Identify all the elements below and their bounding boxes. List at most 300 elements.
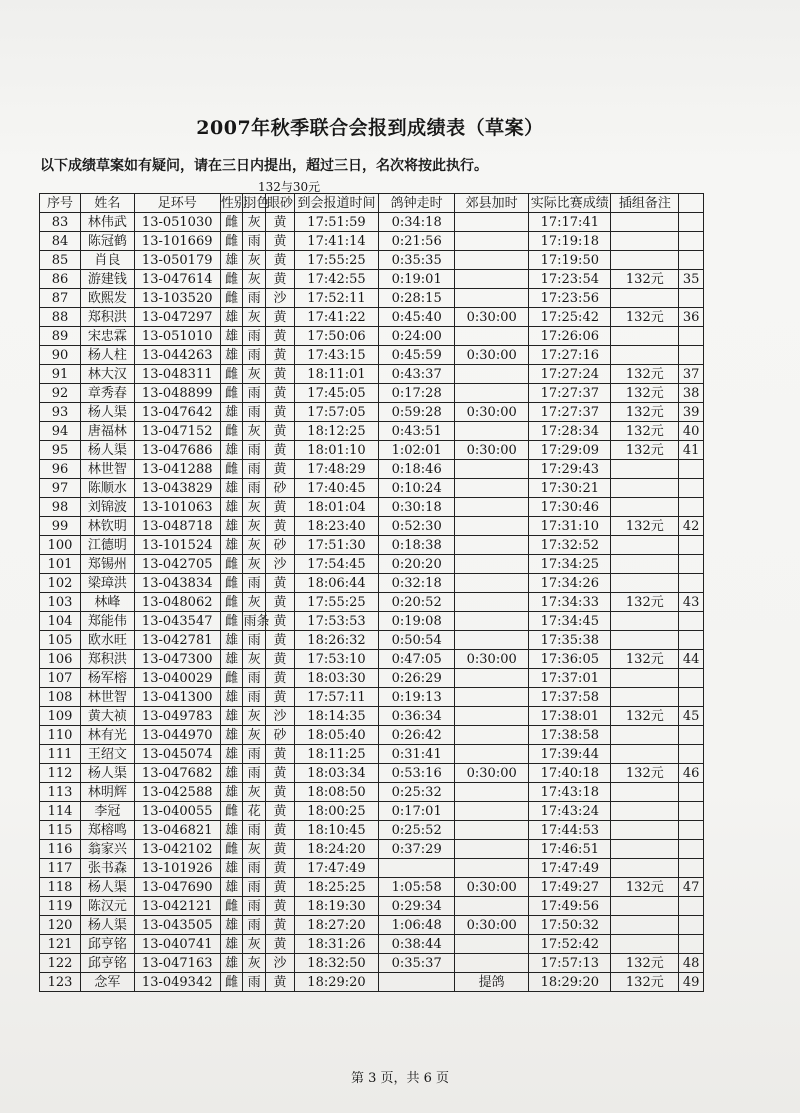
cell-ring: 13-103520 xyxy=(134,289,220,308)
cell-sex: 雄 xyxy=(220,935,243,954)
cell-seq: 97 xyxy=(40,479,81,498)
cell-group xyxy=(611,251,679,270)
cell-clock: 0:26:29 xyxy=(379,669,455,688)
cell-arrival: 18:24:20 xyxy=(294,840,378,859)
cell-rank xyxy=(679,289,704,308)
cell-feather: 灰 xyxy=(243,251,266,270)
cell-arrival: 17:55:25 xyxy=(294,593,378,612)
cell-result: 17:49:56 xyxy=(529,897,611,916)
cell-seq: 99 xyxy=(40,517,81,536)
cell-ring: 13-040029 xyxy=(134,669,220,688)
cell-eye: 黄 xyxy=(266,973,295,992)
cell-ring: 13-040741 xyxy=(134,935,220,954)
cell-feather: 雨 xyxy=(243,403,266,422)
cell-seq: 90 xyxy=(40,346,81,365)
table-row xyxy=(40,346,704,365)
cell-group xyxy=(611,555,679,574)
cell-addtime: 0:30:00 xyxy=(455,650,529,669)
cell-clock: 0:43:51 xyxy=(379,422,455,441)
cell-addtime xyxy=(455,783,529,802)
cell-ring: 13-044263 xyxy=(134,346,220,365)
table-row xyxy=(40,232,704,251)
cell-group: 132元 xyxy=(611,365,679,384)
cell-group: 132元 xyxy=(611,764,679,783)
cell-rank xyxy=(679,213,704,232)
cell-clock: 0:38:44 xyxy=(379,935,455,954)
table-row xyxy=(40,973,704,992)
cell-eye: 黄 xyxy=(266,745,295,764)
cell-seq: 103 xyxy=(40,593,81,612)
cell-sex: 雄 xyxy=(220,916,243,935)
cell-sex: 雄 xyxy=(220,764,243,783)
cell-name: 陈顺水 xyxy=(81,479,134,498)
cell-name: 林明辉 xyxy=(81,783,134,802)
cell-clock: 0:47:05 xyxy=(379,650,455,669)
cell-name: 郑能伟 xyxy=(81,612,134,631)
cell-ring: 13-041300 xyxy=(134,688,220,707)
cell-sex: 雄 xyxy=(220,346,243,365)
cell-result: 17:43:18 xyxy=(529,783,611,802)
cell-arrival: 18:19:30 xyxy=(294,897,378,916)
table-row xyxy=(40,745,704,764)
cell-feather: 雨条 xyxy=(243,613,270,629)
cell-sex: 雄 xyxy=(220,251,243,270)
cell-addtime xyxy=(455,555,529,574)
cell-clock: 0:36:34 xyxy=(379,707,455,726)
cell-seq: 119 xyxy=(40,897,81,916)
cell-name: 唐福林 xyxy=(81,422,134,441)
cell-seq: 116 xyxy=(40,840,81,859)
cell-group xyxy=(611,688,679,707)
cell-arrival: 18:29:20 xyxy=(294,973,378,992)
document-title: 2007年秋季联合会报到成绩表（草案） xyxy=(196,117,544,139)
cell-ring: 13-047152 xyxy=(134,422,220,441)
cell-feather: 灰 xyxy=(243,270,266,289)
cell-feather: 灰 xyxy=(243,707,266,726)
cell-arrival: 17:50:06 xyxy=(294,327,378,346)
cell-clock: 0:19:08 xyxy=(379,612,455,631)
cell-name: 宋忠霖 xyxy=(81,327,134,346)
cell-group xyxy=(611,289,679,308)
cell-sex: 雄 xyxy=(220,327,243,346)
cell-rank xyxy=(679,536,704,555)
cell-arrival: 18:12:25 xyxy=(294,422,378,441)
table-row xyxy=(40,479,704,498)
cell-feather: 雨 xyxy=(243,327,266,346)
cell-addtime xyxy=(455,498,529,517)
cell-feather: 灰 xyxy=(243,650,266,669)
cell-eye: 黄 xyxy=(266,574,295,593)
cell-sex: 雌 xyxy=(220,669,243,688)
col-header-sex: 性别 xyxy=(220,195,247,211)
cell-name: 王绍文 xyxy=(81,745,134,764)
cell-clock: 0:19:13 xyxy=(379,688,455,707)
cell-result: 17:27:37 xyxy=(529,403,611,422)
cell-ring: 13-047163 xyxy=(134,954,220,973)
cell-group xyxy=(611,897,679,916)
col-header-addtime: 郊县加时 xyxy=(455,194,529,213)
cell-arrival: 17:43:15 xyxy=(294,346,378,365)
cell-rank xyxy=(679,612,704,631)
cell-seq: 83 xyxy=(40,213,81,232)
cell-eye: 黄 xyxy=(266,422,295,441)
cell-eye: 黄 xyxy=(266,916,295,935)
cell-feather: 灰 xyxy=(243,517,266,536)
cell-feather: 雨 xyxy=(243,669,266,688)
cell-result: 17:27:16 xyxy=(529,346,611,365)
cell-addtime xyxy=(455,232,529,251)
cell-addtime xyxy=(455,365,529,384)
cell-ring: 13-043829 xyxy=(134,479,220,498)
cell-addtime xyxy=(455,213,529,232)
cell-result: 17:50:32 xyxy=(529,916,611,935)
cell-group: 132元 xyxy=(611,707,679,726)
cell-ring: 13-051030 xyxy=(134,213,220,232)
cell-addtime xyxy=(455,840,529,859)
cell-rank xyxy=(679,745,704,764)
cell-seq: 84 xyxy=(40,232,81,251)
cell-sex: 雄 xyxy=(220,650,243,669)
cell-sex: 雌 xyxy=(220,973,243,992)
cell-clock xyxy=(379,859,455,878)
cell-ring: 13-049783 xyxy=(134,707,220,726)
cell-arrival: 18:11:25 xyxy=(294,745,378,764)
cell-clock: 1:02:01 xyxy=(379,441,455,460)
cell-arrival: 17:54:45 xyxy=(294,555,378,574)
cell-seq: 121 xyxy=(40,935,81,954)
cell-arrival: 17:41:22 xyxy=(294,308,378,327)
table-row xyxy=(40,916,704,935)
cell-sex: 雌 xyxy=(220,213,243,232)
cell-addtime: 0:30:00 xyxy=(455,878,529,897)
cell-eye: 黄 xyxy=(266,669,295,688)
cell-name: 杨人渠 xyxy=(81,403,134,422)
cell-name: 章秀春 xyxy=(81,384,134,403)
cell-result: 17:34:33 xyxy=(529,593,611,612)
cell-arrival: 17:53:10 xyxy=(294,650,378,669)
cell-sex: 雄 xyxy=(220,726,243,745)
cell-feather: 灰 xyxy=(243,935,266,954)
cell-addtime xyxy=(455,745,529,764)
cell-eye: 黄 xyxy=(266,612,295,631)
cell-addtime: 0:30:00 xyxy=(455,308,529,327)
cell-group xyxy=(611,745,679,764)
cell-eye: 黄 xyxy=(266,270,295,289)
table-row xyxy=(40,441,704,460)
cell-eye: 黄 xyxy=(266,308,295,327)
cell-arrival: 18:27:20 xyxy=(294,916,378,935)
table-header-row xyxy=(40,194,704,213)
table-row xyxy=(40,251,704,270)
cell-eye: 沙 xyxy=(266,954,295,973)
cell-seq: 105 xyxy=(40,631,81,650)
cell-result: 17:38:58 xyxy=(529,726,611,745)
cell-seq: 92 xyxy=(40,384,81,403)
cell-feather: 雨 xyxy=(243,460,266,479)
cell-sex: 雄 xyxy=(220,688,243,707)
cell-group: 132元 xyxy=(611,422,679,441)
cell-eye: 黄 xyxy=(266,327,295,346)
cell-sex: 雄 xyxy=(220,954,243,973)
cell-group xyxy=(611,536,679,555)
cell-clock: 0:18:46 xyxy=(379,460,455,479)
cell-group: 132元 xyxy=(611,878,679,897)
cell-rank xyxy=(679,346,704,365)
cell-addtime xyxy=(455,460,529,479)
cell-ring: 13-047300 xyxy=(134,650,220,669)
cell-clock: 0:32:18 xyxy=(379,574,455,593)
cell-result: 17:34:45 xyxy=(529,612,611,631)
cell-rank xyxy=(679,859,704,878)
cell-sex: 雄 xyxy=(220,783,243,802)
cell-clock: 0:34:18 xyxy=(379,213,455,232)
cell-name: 杨人柱 xyxy=(81,346,134,365)
cell-arrival: 17:52:11 xyxy=(294,289,378,308)
cell-eye: 沙 xyxy=(266,707,295,726)
cell-clock: 0:20:20 xyxy=(379,555,455,574)
cell-eye: 黄 xyxy=(266,935,295,954)
cell-clock: 1:06:48 xyxy=(379,916,455,935)
cell-group xyxy=(611,821,679,840)
cell-arrival: 17:51:59 xyxy=(294,213,378,232)
cell-clock: 0:45:59 xyxy=(379,346,455,365)
cell-feather: 雨 xyxy=(243,688,266,707)
cell-sex: 雌 xyxy=(220,897,243,916)
cell-feather: 灰 xyxy=(243,555,266,574)
cell-sex: 雌 xyxy=(220,840,243,859)
cell-result: 17:23:54 xyxy=(529,270,611,289)
cell-addtime xyxy=(455,422,529,441)
table-row xyxy=(40,688,704,707)
cell-group: 132元 xyxy=(611,308,679,327)
cell-result: 17:38:01 xyxy=(529,707,611,726)
cell-result: 17:34:26 xyxy=(529,574,611,593)
table-row xyxy=(40,365,704,384)
cell-result: 17:46:51 xyxy=(529,840,611,859)
cell-result: 17:29:43 xyxy=(529,460,611,479)
cell-addtime xyxy=(455,251,529,270)
cell-eye: 砂 xyxy=(266,479,295,498)
cell-ring: 13-043505 xyxy=(134,916,220,935)
cell-ring: 13-040055 xyxy=(134,802,220,821)
cell-group: 132元 xyxy=(611,954,679,973)
cell-seq: 114 xyxy=(40,802,81,821)
cell-ring: 13-048311 xyxy=(134,365,220,384)
cell-result: 17:32:52 xyxy=(529,536,611,555)
cell-addtime xyxy=(455,384,529,403)
cell-feather: 灰 xyxy=(243,422,266,441)
cell-seq: 86 xyxy=(40,270,81,289)
cell-addtime xyxy=(455,270,529,289)
cell-arrival: 18:25:25 xyxy=(294,878,378,897)
cell-rank: 45 xyxy=(679,707,704,726)
table-row xyxy=(40,460,704,479)
cell-seq: 120 xyxy=(40,916,81,935)
col-header-group: 插组备注 xyxy=(611,194,679,213)
cell-eye: 黄 xyxy=(266,346,295,365)
col-header-result: 实际比赛成绩 xyxy=(529,194,611,213)
cell-feather: 灰 xyxy=(243,954,266,973)
cell-name: 杨人渠 xyxy=(81,916,134,935)
cell-rank xyxy=(679,688,704,707)
cell-seq: 101 xyxy=(40,555,81,574)
cell-arrival: 18:03:34 xyxy=(294,764,378,783)
cell-rank xyxy=(679,555,704,574)
cell-sex: 雄 xyxy=(220,403,243,422)
cell-ring: 13-050179 xyxy=(134,251,220,270)
cell-addtime xyxy=(455,479,529,498)
cell-eye: 黄 xyxy=(266,840,295,859)
cell-ring: 13-051010 xyxy=(134,327,220,346)
cell-addtime xyxy=(455,574,529,593)
cell-ring: 13-042121 xyxy=(134,897,220,916)
cell-clock: 0:31:41 xyxy=(379,745,455,764)
cell-name: 念军 xyxy=(81,973,134,992)
cell-addtime: 0:30:00 xyxy=(455,403,529,422)
cell-rank: 42 xyxy=(679,517,704,536)
cell-sex: 雄 xyxy=(220,441,243,460)
cell-feather: 灰 xyxy=(243,536,266,555)
cell-clock: 0:50:54 xyxy=(379,631,455,650)
table-row xyxy=(40,707,704,726)
cell-ring: 13-047690 xyxy=(134,878,220,897)
cell-sex: 雄 xyxy=(220,821,243,840)
cell-group: 132元 xyxy=(611,441,679,460)
cell-eye: 黄 xyxy=(266,650,295,669)
cell-arrival: 17:41:14 xyxy=(294,232,378,251)
cell-group xyxy=(611,935,679,954)
table-row xyxy=(40,327,704,346)
cell-result: 17:39:44 xyxy=(529,745,611,764)
cell-rank xyxy=(679,631,704,650)
cell-result: 17:37:01 xyxy=(529,669,611,688)
cell-rank xyxy=(679,821,704,840)
cell-clock: 0:45:40 xyxy=(379,308,455,327)
cell-clock: 0:21:56 xyxy=(379,232,455,251)
cell-seq: 104 xyxy=(40,612,81,631)
cell-ring: 13-047642 xyxy=(134,403,220,422)
cell-addtime xyxy=(455,935,529,954)
cell-ring: 13-046821 xyxy=(134,821,220,840)
cell-eye: 黄 xyxy=(266,232,295,251)
cell-ring: 13-042102 xyxy=(134,840,220,859)
cell-clock: 0:19:01 xyxy=(379,270,455,289)
cell-result: 17:19:18 xyxy=(529,232,611,251)
cell-rank xyxy=(679,574,704,593)
results-body xyxy=(40,213,704,992)
cell-ring: 13-101669 xyxy=(134,232,220,251)
cell-sex: 雄 xyxy=(220,878,243,897)
cell-arrival: 18:31:26 xyxy=(294,935,378,954)
cell-eye: 黄 xyxy=(266,764,295,783)
cell-result: 17:31:10 xyxy=(529,517,611,536)
cell-seq: 93 xyxy=(40,403,81,422)
cell-eye: 黄 xyxy=(266,802,295,821)
cell-group xyxy=(611,669,679,688)
cell-addtime: 0:30:00 xyxy=(455,916,529,935)
cell-feather: 雨 xyxy=(243,631,266,650)
cell-arrival: 18:00:25 xyxy=(294,802,378,821)
cell-arrival: 18:14:35 xyxy=(294,707,378,726)
cell-feather: 灰 xyxy=(243,213,266,232)
cell-seq: 110 xyxy=(40,726,81,745)
cell-clock: 0:10:24 xyxy=(379,479,455,498)
cell-name: 林大汉 xyxy=(81,365,134,384)
cell-seq: 87 xyxy=(40,289,81,308)
cell-feather: 雨 xyxy=(243,479,266,498)
document-subtitle: 以下成绩草案如有疑问，请在三日内提出，超过三日，名次将按此执行。 xyxy=(40,158,488,174)
cell-result: 17:52:42 xyxy=(529,935,611,954)
cell-rank xyxy=(679,726,704,745)
cell-rank xyxy=(679,935,704,954)
cell-arrival: 17:53:53 xyxy=(294,612,378,631)
cell-name: 杨人渠 xyxy=(81,764,134,783)
cell-addtime: 0:30:00 xyxy=(455,764,529,783)
cell-sex: 雄 xyxy=(220,498,243,517)
cell-clock: 0:26:42 xyxy=(379,726,455,745)
cell-name: 陈汉元 xyxy=(81,897,134,916)
cell-arrival: 17:57:11 xyxy=(294,688,378,707)
cell-addtime xyxy=(455,688,529,707)
cell-group xyxy=(611,479,679,498)
cell-group: 132元 xyxy=(611,593,679,612)
cell-name: 林钦明 xyxy=(81,517,134,536)
cell-clock: 0:52:30 xyxy=(379,517,455,536)
cell-rank xyxy=(679,479,704,498)
cell-ring: 13-047682 xyxy=(134,764,220,783)
cell-arrival: 18:01:04 xyxy=(294,498,378,517)
cell-eye: 黄 xyxy=(266,498,295,517)
table-row xyxy=(40,498,704,517)
cell-name: 郑积洪 xyxy=(81,308,134,327)
cell-clock xyxy=(379,973,455,992)
cell-addtime xyxy=(455,821,529,840)
table-row xyxy=(40,555,704,574)
cell-result: 17:57:13 xyxy=(529,954,611,973)
cell-eye: 黄 xyxy=(266,213,295,232)
cell-name: 李冠 xyxy=(81,802,134,821)
cell-rank: 40 xyxy=(679,422,704,441)
cell-sex: 雌 xyxy=(220,460,243,479)
cell-group xyxy=(611,783,679,802)
cell-feather: 雨 xyxy=(243,973,266,992)
cell-rank: 37 xyxy=(679,365,704,384)
cell-result: 17:17:41 xyxy=(529,213,611,232)
cell-eye: 黄 xyxy=(266,859,295,878)
cell-name: 陈冠鹤 xyxy=(81,232,134,251)
cell-feather: 灰 xyxy=(243,783,266,802)
cell-clock: 0:29:34 xyxy=(379,897,455,916)
cell-result: 17:26:06 xyxy=(529,327,611,346)
cell-sex: 雌 xyxy=(220,555,243,574)
cell-result: 17:35:38 xyxy=(529,631,611,650)
cell-sex: 雄 xyxy=(220,479,243,498)
cell-rank: 39 xyxy=(679,403,704,422)
cell-eye: 黄 xyxy=(266,365,295,384)
table-row xyxy=(40,840,704,859)
cell-result: 17:43:24 xyxy=(529,802,611,821)
cell-clock: 0:53:16 xyxy=(379,764,455,783)
cell-rank: 43 xyxy=(679,593,704,612)
cell-group: 132元 xyxy=(611,270,679,289)
cell-eye: 沙 xyxy=(266,555,295,574)
cell-addtime xyxy=(455,707,529,726)
cell-feather: 雨 xyxy=(243,384,266,403)
cell-group: 132元 xyxy=(611,650,679,669)
cell-eye: 黄 xyxy=(266,403,295,422)
cell-addtime xyxy=(455,517,529,536)
cell-feather: 灰 xyxy=(243,593,266,612)
